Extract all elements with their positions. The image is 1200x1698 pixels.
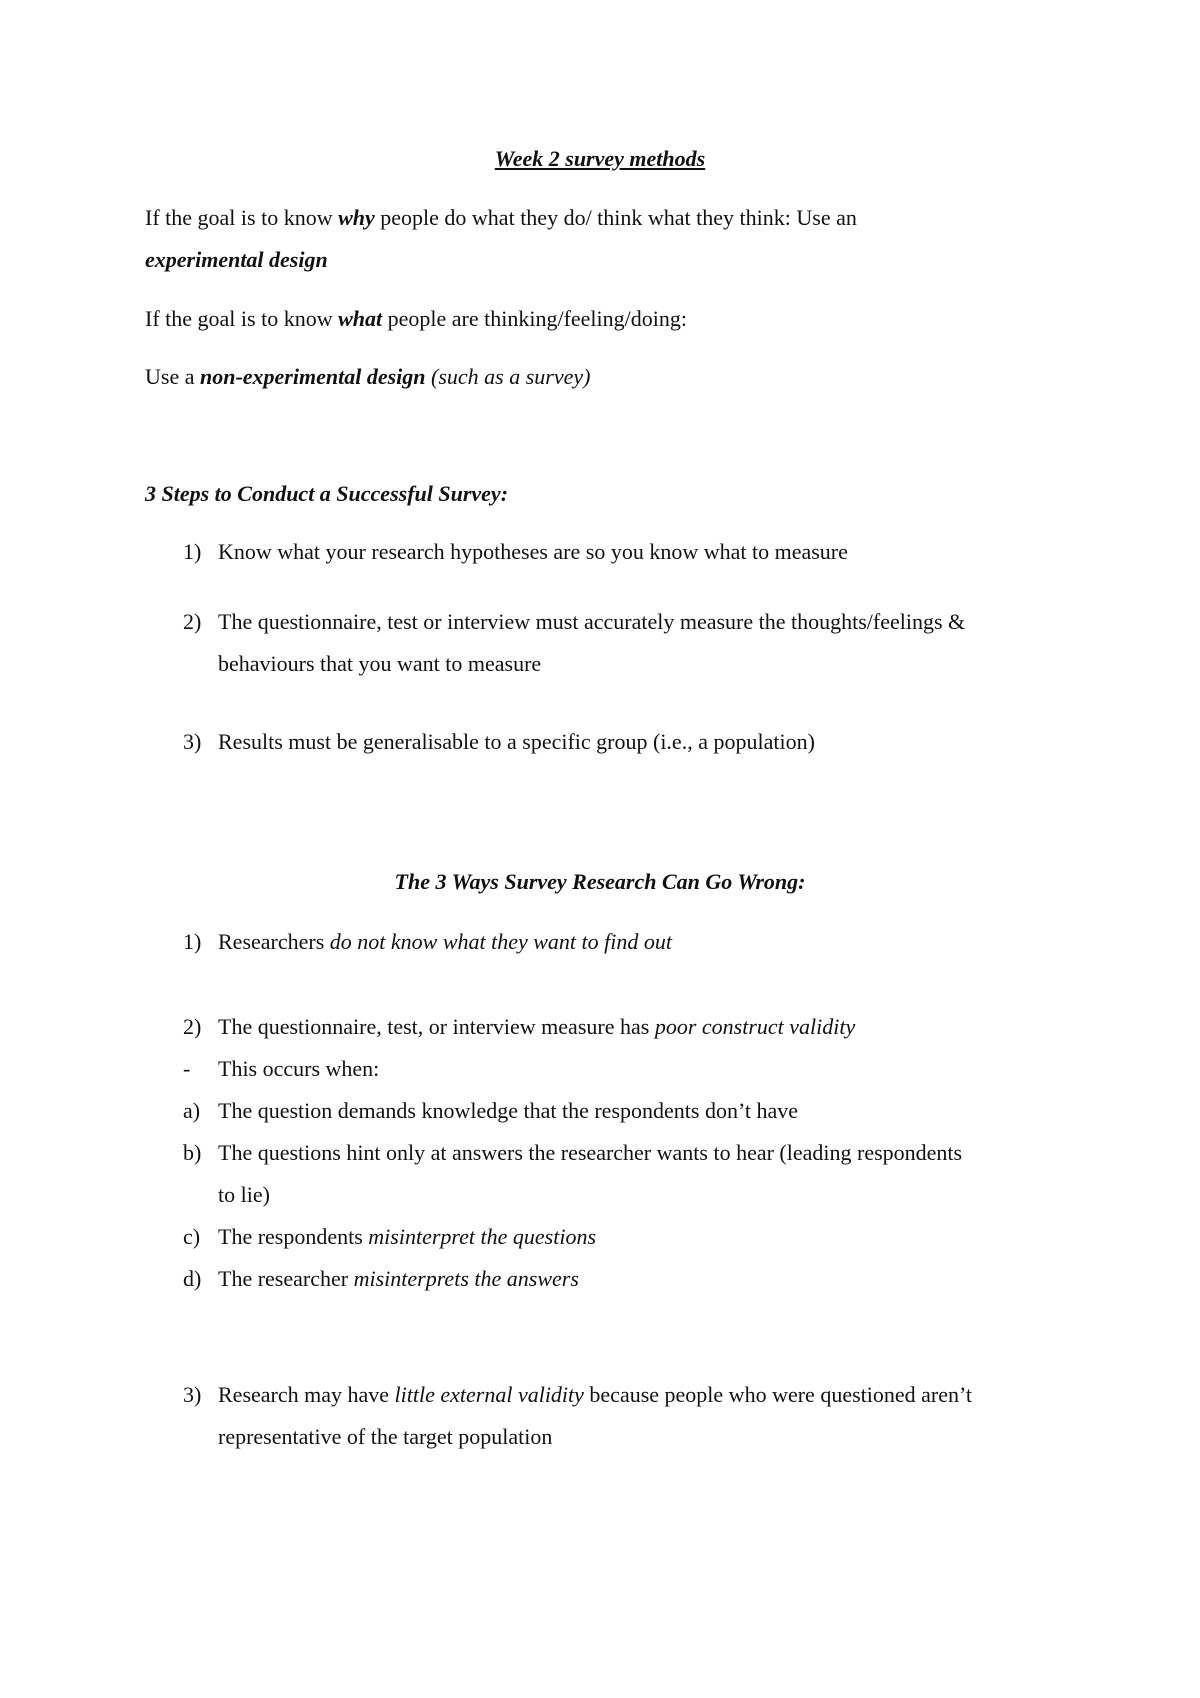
steps-heading: 3 Steps to Conduct a Successful Survey: <box>145 481 509 506</box>
sub-item-b-text-line2: to lie) <box>218 1182 270 1207</box>
survey-example-text: (such as a survey) <box>425 364 591 389</box>
intro-what-text-c: people are thinking/feeling/doing: <box>382 306 687 331</box>
list-marker: 1) <box>183 929 202 954</box>
intro-paragraph-why <box>145 205 857 231</box>
list-marker: d) <box>183 1266 202 1291</box>
list-marker: 1) <box>183 539 202 564</box>
steps-item-1-text: Know what your research hypotheses are so you know what to measure <box>218 539 848 564</box>
intro-why-emphasis: why <box>338 205 375 230</box>
wrong-item-1-emphasis: do not know what they want to find out <box>329 929 672 954</box>
page-title: Week 2 survey methods <box>494 146 706 171</box>
wrong-item-3-text-line2: representative of the target population <box>218 1424 553 1449</box>
wrong-item-2-text <box>218 1014 855 1040</box>
sub-item-d-emphasis: misinterprets the answers <box>353 1266 579 1291</box>
intro-why-text-a: If the goal is to know <box>145 205 339 230</box>
wrong-item-3-lead: Research may have <box>218 1382 395 1407</box>
sub-item-d-text <box>218 1266 579 1292</box>
occurs-when-text: This occurs when: <box>218 1056 380 1081</box>
list-marker: b) <box>183 1140 202 1165</box>
sub-item-c-text <box>218 1224 596 1250</box>
wrong-item-3-emphasis: little external validity <box>394 1382 584 1407</box>
sub-item-d-lead: The researcher <box>218 1266 354 1291</box>
sub-item-c-lead: The respondents <box>218 1224 369 1249</box>
list-marker: 2) <box>183 1014 202 1039</box>
intro-use-text: Use a <box>145 364 200 389</box>
wrong-item-3-tail: because people who were questioned aren’t <box>583 1382 973 1407</box>
steps-item-3-text: Results must be generalisable to a specific group (i.e., a population) <box>218 729 815 754</box>
wrong-item-2-lead: The questionnaire, test, or interview measure has <box>218 1014 655 1039</box>
wrong-item-2-emphasis: poor construct validity <box>654 1014 856 1039</box>
list-marker: 2) <box>183 609 202 634</box>
dash-marker: - <box>183 1056 191 1081</box>
sub-item-b-text: The questions hint only at answers the researcher wants to hear (leading respondents <box>218 1140 963 1165</box>
list-marker: c) <box>183 1224 201 1249</box>
list-marker: a) <box>183 1098 201 1123</box>
intro-paragraph-what <box>145 306 687 332</box>
wrong-item-1-lead: Researchers <box>218 929 330 954</box>
intro-what-text-a: If the goal is to know <box>145 306 339 331</box>
steps-item-2-text-line2: behaviours that you want to measure <box>218 651 542 676</box>
wrong-item-1-text <box>218 929 672 955</box>
intro-why-text-c: people do what they do/ think what they think: Use an <box>374 205 857 230</box>
nonexperimental-design-term: non-experimental design <box>199 364 426 389</box>
wrong-item-3-text <box>218 1382 972 1408</box>
steps-item-2-text: The questionnaire, test or interview must accurately measure the thoughts/feelings & <box>218 609 966 634</box>
wrong-heading: The 3 Ways Survey Research Can Go Wrong: <box>394 869 806 894</box>
intro-experimental-design <box>145 247 328 273</box>
experimental-design-term: experimental design <box>145 247 328 272</box>
sub-item-a-text: The question demands knowledge that the respondents don’t have <box>218 1098 799 1123</box>
list-marker: 3) <box>183 729 202 754</box>
intro-what-emphasis: what <box>338 306 383 331</box>
sub-item-c-emphasis: misinterpret the questions <box>368 1224 597 1249</box>
list-marker: 3) <box>183 1382 202 1407</box>
intro-paragraph-nonexperimental <box>145 364 590 390</box>
